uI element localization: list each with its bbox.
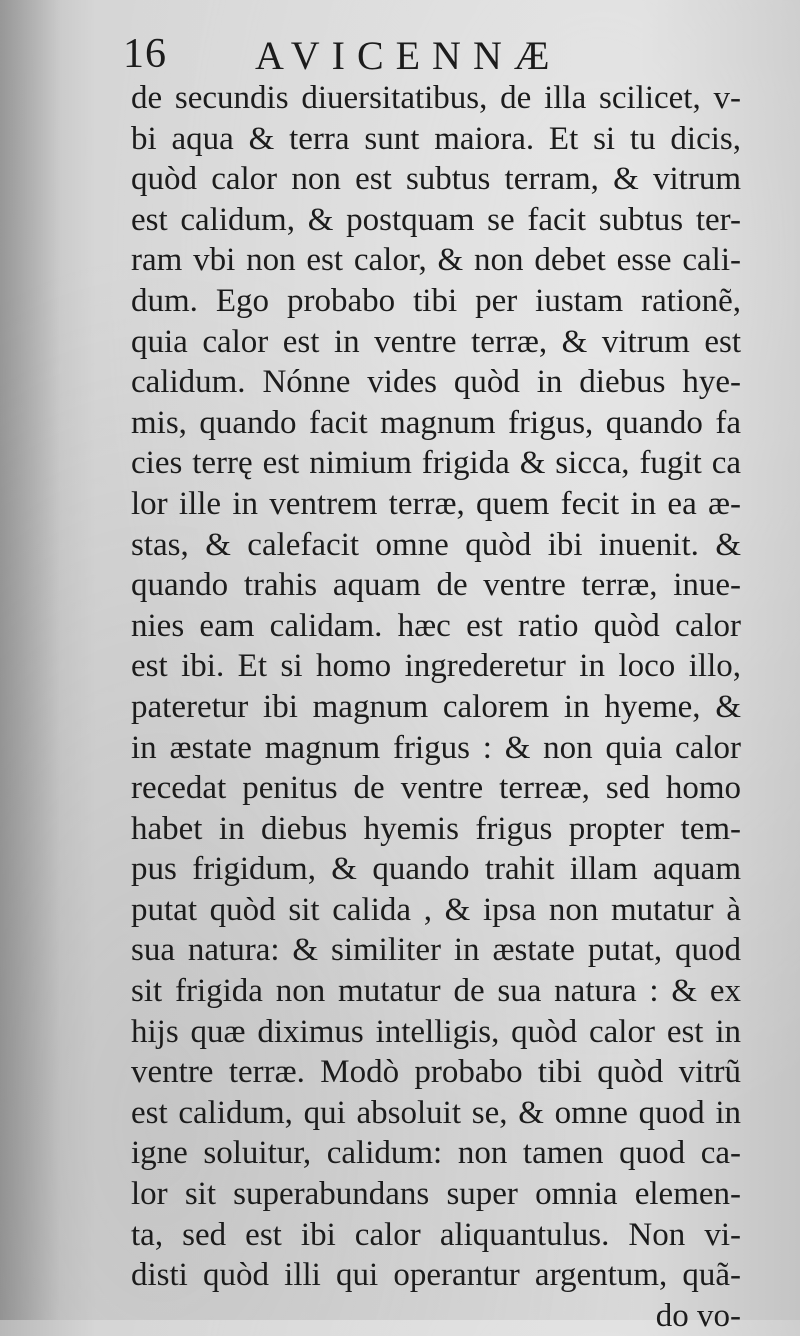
text-line: igne soluitur, calidum: non tamen quod ca-: [131, 1135, 741, 1172]
text-line: est calidum, & postquam se facit subtus ter-: [131, 201, 741, 238]
text-line: sua natura: & similiter in æstate putat, quod: [131, 932, 741, 969]
text-line: bi aqua & terra sunt maiora. Et si tu dicis,: [131, 120, 741, 157]
body-text: [131, 78, 741, 1336]
text-line: hijs quæ diximus intelligis, quòd calor est in: [131, 1013, 741, 1050]
text-line: dum. Ego probabo tibi per iustam rationẽ,: [131, 282, 741, 319]
text-line: putat quòd sit calida , & ipsa non mutatur à: [131, 891, 741, 928]
text-line: quia calor est in ventre terræ, & vitrum est: [131, 323, 741, 360]
text-line: lor ille in ventrem terræ, quem fecit in ea æ-: [131, 485, 741, 522]
text-line: quòd calor non est subtus terram, & vitrum: [131, 161, 741, 198]
text-line: ventre terræ. Modò probabo tibi quòd vitrũ: [131, 1054, 741, 1091]
text-line: sit frigida non mutatur de sua natura : & ex: [131, 973, 741, 1010]
text-line: mis, quando facit magnum frigus, quando fa: [131, 404, 741, 441]
text-line: in æstate magnum frigus : & non quia calor: [131, 729, 741, 766]
text-line: habet in diebus hyemis frigus propter tem-: [131, 810, 741, 847]
text-line: est ibi. Et si homo ingrederetur in loco illo,: [131, 648, 741, 685]
text-line: lor sit superabundans super omnia elemen-: [131, 1176, 741, 1213]
text-line: recedat penitus de ventre terreæ, sed homo: [131, 770, 741, 807]
text-line: disti quòd illi qui operantur argentum, quã-: [131, 1257, 741, 1294]
text-line: ta, sed est ibi calor aliquantulus. Non vi-: [131, 1216, 741, 1253]
text-line: pateretur ibi magnum calorem in hyeme, &: [131, 688, 741, 725]
text-line: est calidum, qui absoluit se, & omne quod in: [131, 1094, 741, 1131]
text-line: stas, & calefacit omne quòd ibi inuenit. &: [131, 526, 741, 563]
page-header: [123, 18, 723, 78]
running-title: AVICENNÆ: [255, 33, 562, 78]
text-line: ram vbi non est calor, & non debet esse cali-: [131, 242, 741, 279]
gutter-shadow: [0, 0, 60, 1320]
text-line: pus frigidum, & quando trahit illam aquam: [131, 851, 741, 888]
text-line: quando trahis aquam de ventre terræ, inue-: [131, 567, 741, 604]
text-line: de secundis diuersitatibus, de illa scilicet, v-: [131, 80, 741, 116]
catchword: do vo-: [655, 1297, 741, 1334]
text-line: calidum. Nónne vides quòd in diebus hye-: [131, 364, 741, 401]
page-number: 16: [123, 31, 167, 77]
text-line: cies terrę est nimium frigida & sicca, fugit ca: [131, 445, 741, 482]
text-line: nies eam calidam. hæc est ratio quòd calor: [131, 607, 741, 644]
